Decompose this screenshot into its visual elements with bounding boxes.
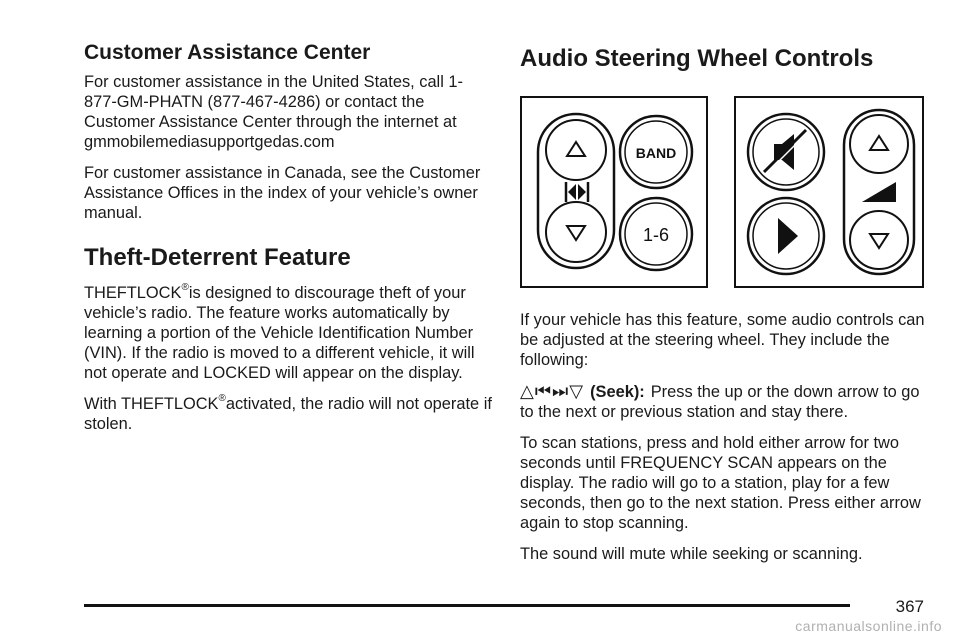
page-number: 367: [895, 597, 924, 616]
watermark: carmanualsonline.info: [795, 618, 942, 634]
seek-description: Press the up or the down arrow to go to the next or previous station and stay there.: [520, 383, 920, 421]
right-control-panel: [734, 96, 924, 288]
customer-assistance-us-paragraph: For customer assistance in the United States, call 1-877-GM-PHATN (877-467-4286) or contact the Customer Assistance Center through the internet at gmmobilemediasupportgedas.com: [84, 73, 463, 151]
volume-up-arrow-icon: [870, 136, 888, 150]
theftlock-stolen-text: activated, the radio will not operate if stolen.: [84, 395, 492, 433]
audio-controls-heading: Audio Steering Wheel Controls: [520, 45, 874, 72]
footer-rule: [84, 604, 850, 607]
theftlock-word: THEFTLOCK: [84, 284, 182, 302]
next-track-arrow-icon: [578, 184, 586, 200]
audio-controls-intro: If your vehicle has this feature, some audio controls can be adjusted at the steering wheel. They include the following:: [520, 311, 925, 369]
mute-paragraph: The sound will mute while seeking or scanning.: [520, 545, 863, 563]
preset-button-label: 1-6: [642, 225, 670, 245]
volume-down-button: [850, 211, 908, 269]
seek-down-button: [546, 202, 606, 262]
mute-icon: [764, 130, 808, 174]
theftlock-description: is designed to discourage theft of your vehicle’s radio. The feature works automatically by learning a portion of the Vehicle Identification Number (VIN). If the radio is moved to a different vehicle, it will not operate and LOCKED will appear on the display.: [84, 284, 475, 382]
prev-track-arrow-icon: [568, 184, 576, 200]
theftlock-paragraph: [84, 283, 494, 383]
customer-assistance-heading: Customer Assistance Center: [84, 41, 371, 64]
seek-paragraph: [520, 381, 930, 422]
seek-arrows-icon: △⏮⏭▽: [520, 381, 585, 401]
seek-up-button: [546, 120, 606, 180]
play-icon: [778, 218, 798, 254]
customer-assistance-canada-paragraph: For customer assistance in Canada, see the Customer Assistance Offices in the index of your vehicle’s owner manual.: [84, 164, 481, 222]
registered-mark: ®: [218, 392, 226, 404]
theftlock-word: With THEFTLOCK: [84, 395, 219, 413]
seek-down-arrow-icon: [567, 226, 585, 240]
theft-deterrent-heading: Theft-Deterrent Feature: [84, 244, 351, 271]
volume-down-arrow-icon: [870, 234, 888, 248]
scan-paragraph: To scan stations, press and hold either arrow for two seconds until FREQUENCY SCAN appears on the display. The radio will go to a station, play for a few seconds, then go to the next station. Press either arrow again to stop scanning.: [520, 434, 921, 532]
left-control-panel-drawing: [522, 98, 706, 286]
seek-label: (Seek):: [590, 383, 645, 401]
left-control-panel: [520, 96, 708, 288]
registered-mark: ®: [181, 281, 189, 293]
volume-up-button: [850, 115, 908, 173]
seek-up-arrow-icon: [567, 142, 585, 156]
left-column: [84, 40, 494, 445]
band-button-label: BAND: [635, 145, 677, 161]
steering-wheel-controls-figure: [520, 96, 924, 290]
right-control-panel-drawing: [736, 98, 922, 286]
right-column: [520, 40, 930, 575]
theftlock-stolen-paragraph: [84, 394, 494, 434]
volume-ramp-icon: [862, 182, 896, 202]
